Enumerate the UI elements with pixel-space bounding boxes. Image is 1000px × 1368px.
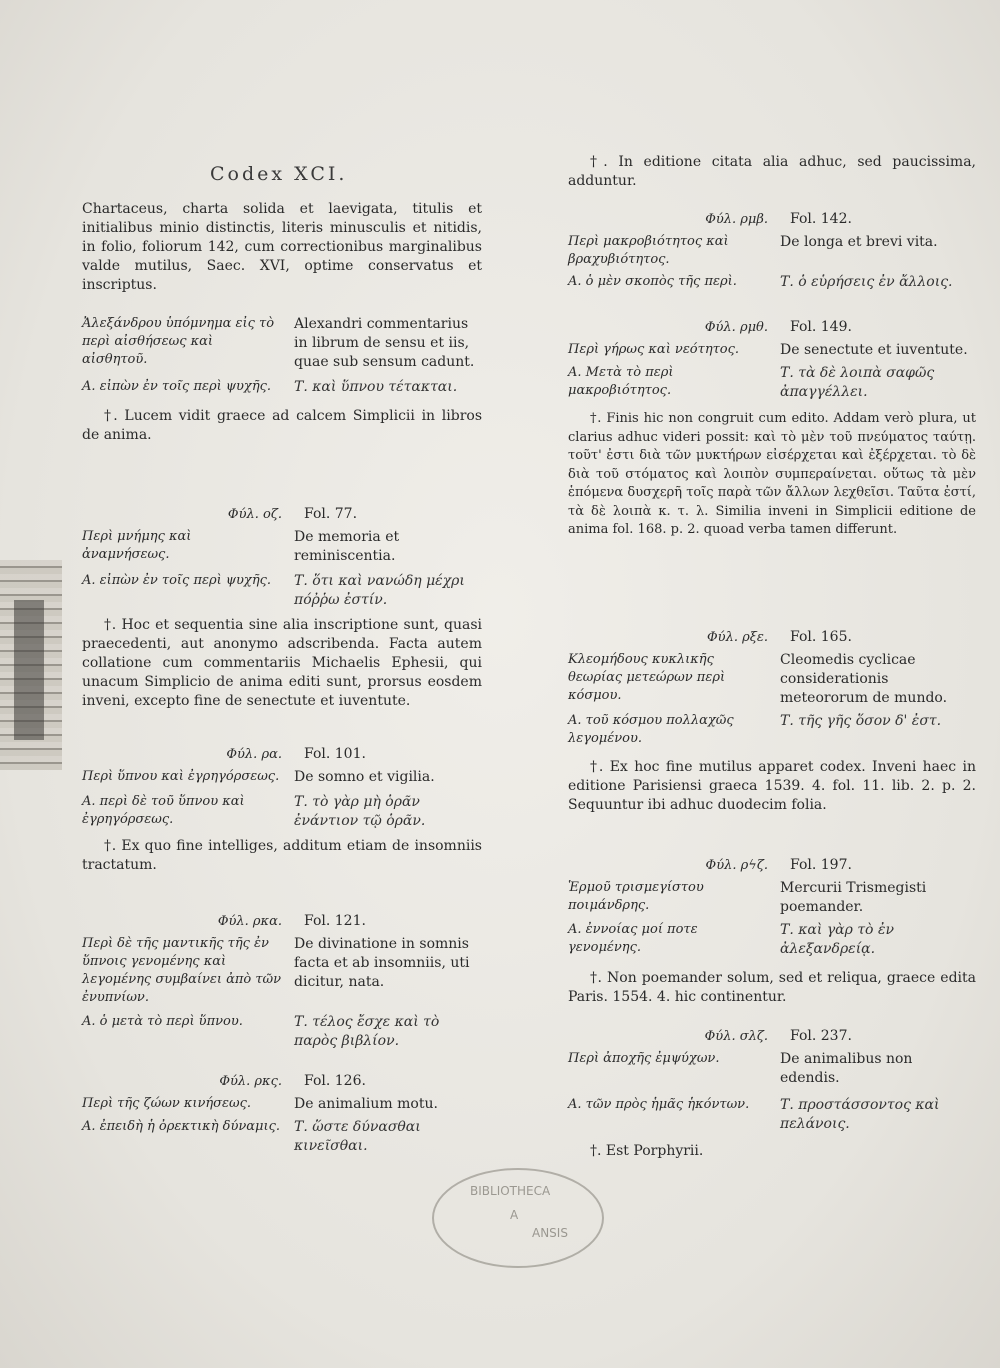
note: †. Ex quo fine intelliges, additum etiam de insomniis tractatum. — [82, 838, 482, 873]
note: †. Non poemander solum, sed et reliqua, graece edita Paris. 1554. 4. hic continentur. — [568, 970, 976, 1005]
greek-incipit: Α. εἰπὼν ἐν τοῖς περὶ ψυχῆς. — [82, 379, 272, 394]
greek-title: Περὶ μνήμης καὶ ἀναμνήσεως. — [82, 529, 192, 562]
greek-explicit: Τ. τέλος ἔσχε καὶ τὸ παρὸς βιβλίον. — [294, 1014, 440, 1049]
right-entry-3 — [568, 628, 976, 815]
greek-title: Περὶ γήρως καὶ νεότητος. — [568, 342, 740, 357]
phyl-label: Φύλ. ρϟζ. — [705, 858, 768, 873]
note: †. Finis hic non congruit cum edito. Addam verò plura, ut clarius adhuc videri possit: καὶ τὸ μὲν τοῦ πνεύματος ταύτῃ. τοῦτ' ἐστι διὰ τῶν μυκτήρων εἰσέρχεται καὶ ἐξέρχεται. τὸ δὲ διὰ τοῦ στόματος καὶ λοιπὸν συμπεραίνεται. οὕτως τὰ μὲν ἑπόμενα δυσχερῆ τοῖς παρὰ τῶν ἄλλων λεχθεῖσι. Ταῦτα ἐστί, τὰ δὲ λοιπὰ κ. τ. λ. Similia inveni in Simplicii editione de anima fol. 168. p. 2. quoad verba tamen differunt. — [568, 411, 976, 537]
phyl-label: Φύλ. οζ. — [227, 507, 282, 522]
left-entry-4 — [82, 912, 482, 1051]
right-entry-1 — [568, 210, 976, 292]
latin-title: De animalium motu. — [294, 1096, 438, 1112]
phyl-label: Φύλ. σλζ. — [704, 1029, 768, 1044]
fol-label: Fol. 197. — [790, 857, 852, 873]
greek-explicit: Τ. καὶ ὕπνου τέτακται. — [294, 379, 458, 395]
greek-incipit: Α. ἐπειδὴ ἡ ὀρεκτικὴ δύναμις. — [82, 1119, 280, 1134]
note: †. Est Porphyrii. — [590, 1143, 704, 1159]
greek-incipit: Α. ἐννοίας μοί ποτε γενομένης. — [568, 922, 698, 955]
left-entry-3 — [82, 745, 482, 875]
left-entry-2 — [82, 505, 482, 711]
fol-label: Fol. 126. — [304, 1073, 366, 1089]
fol-label: Fol. 101. — [304, 746, 366, 762]
binding-label — [14, 600, 44, 740]
latin-title: De senectute et iuventute. — [780, 342, 968, 358]
greek-incipit: Α. Μετὰ τὸ περὶ μακροβιότητος. — [568, 365, 674, 398]
greek-title: Περὶ δὲ τῆς μαντικῆς τῆς ἐν ὕπνοις γενομένης καὶ λεγομένης συμβαίνει ἀπὸ τῶν ἐνυπνίων. — [82, 936, 282, 1005]
greek-explicit: Τ. ὥστε δύνασθαι κινεῖσθαι. — [294, 1119, 421, 1154]
right-entry-5 — [568, 1027, 976, 1161]
right-intro — [568, 153, 976, 191]
greek-explicit: Τ. καὶ γὰρ τὸ ἐν ἀλεξανδρείᾳ. — [780, 922, 894, 957]
greek-incipit: Α. τῶν πρὸς ἡμᾶς ἡκόντων. — [568, 1097, 750, 1112]
latin-title: Alexandri commentarius in librum de sensu et iis, quae sub sensum cadunt. — [294, 316, 475, 370]
phyl-label: Φύλ. ρκς. — [219, 1074, 282, 1089]
codex-description: Chartaceus, charta solida et laevigata, titulis et initialibus minio distinctis, literis minusculis et nitidis, in folio, foliorum 142, cum correctionibus marginalibus valde mutilus, Saec. XVI, optime conservatus et inscriptus. — [82, 201, 482, 293]
greek-incipit: Α. ὁ μετὰ τὸ περὶ ὕπνου. — [82, 1014, 243, 1029]
note: †. Ex hoc fine mutilus apparet codex. Inveni haec in editione Parisiensi graeca 1539. 4. fol. 11. lib. 2. p. 2. Sequuntur ibi adhuc duodecim folia. — [568, 759, 976, 813]
right-entry-4 — [568, 856, 976, 1007]
phyl-label: Φύλ. ρμθ. — [704, 320, 768, 335]
greek-title: Περὶ ἀποχῆς ἐμψύχων. — [568, 1051, 720, 1066]
latin-title: De somno et vigilia. — [294, 769, 435, 785]
library-stamp — [432, 1168, 604, 1268]
greek-incipit: Α. περὶ δὲ τοῦ ὕπνου καὶ ἐγρηγόρσεως. — [82, 794, 245, 827]
phyl-label: Φύλ. ρκα. — [217, 914, 282, 929]
greek-explicit: Τ. ὁ εὑρήσεις ἐν ἄλλοις. — [780, 274, 953, 290]
left-entry-5 — [82, 1072, 482, 1156]
latin-title: De longa et brevi vita. — [780, 234, 938, 250]
phyl-label: Φύλ. ρα. — [226, 747, 282, 762]
fol-label: Fol. 142. — [790, 211, 852, 227]
fol-label: Fol. 77. — [304, 506, 358, 522]
latin-title: De divinatione in somnis facta et ab insomniis, uti dicitur, nata. — [294, 936, 470, 990]
greek-explicit: Τ. ὅτι καὶ νανώδη μέχρι πόῤῥω ἐστίν. — [294, 573, 465, 608]
fol-label: Fol. 121. — [304, 913, 366, 929]
note: †. Hoc et sequentia sine alia inscriptione sunt, quasi praecedenti, aut anonymo adscribenda. Facta autem collatione cum commentariis Michaelis Ephesii, qui unacum Simplicio de anima editi sunt, prorsus eosdem inveni, excepto fine de senectute et iuventute. — [82, 617, 482, 709]
fol-label: Fol. 237. — [790, 1028, 852, 1044]
stamp-line-2: A — [510, 1208, 519, 1222]
greek-explicit: Τ. τὰ δὲ λοιπὰ σαφῶς ἀπαγγέλλει. — [780, 365, 935, 400]
greek-title: Περὶ τῆς ζώων κινήσεως. — [82, 1096, 252, 1111]
latin-title: Mercurii Trismegisti poemander. — [780, 880, 927, 915]
phyl-label: Φύλ. ρμβ. — [705, 212, 768, 227]
greek-incipit: Α. τοῦ κόσμου πολλαχῶς λεγομένου. — [568, 713, 734, 746]
left-entry-1 — [82, 315, 482, 445]
note: †. In editione citata alia adhuc, sed paucissima, adduntur. — [568, 154, 976, 189]
greek-title: Περὶ ὕπνου καὶ ἐγρηγόρσεως. — [82, 769, 280, 784]
fol-label: Fol. 165. — [790, 629, 852, 645]
phyl-label: Φύλ. ρξε. — [707, 630, 768, 645]
greek-incipit: Α. εἰπὼν ἐν τοῖς περὶ ψυχῆς. — [82, 573, 272, 588]
greek-title: Ἑρμοῦ τρισμεγίστου ποιμάνδρης. — [568, 880, 704, 913]
greek-title: Κλεομήδους κυκλικῆς θεωρίας μετεώρων περὶ κόσμου. — [568, 652, 726, 703]
greek-explicit: Τ. τῆς γῆς ὅσον δ' ἐστ. — [780, 713, 942, 729]
note: †. Lucem vidit graece ad calcem Simplicii in libros de anima. — [82, 408, 482, 443]
fol-label: Fol. 149. — [790, 319, 852, 335]
latin-title: Cleomedis cyclicae considerationis meteororum de mundo. — [780, 652, 948, 706]
left-column — [82, 200, 482, 310]
page-title: Codex XCI. — [210, 163, 348, 185]
greek-explicit: Τ. τὸ γὰρ μὴ ὁρᾶν ἐνάντιον τῷ ὁρᾶν. — [294, 794, 426, 829]
greek-explicit: Τ. προστάσσοντος καὶ πελάνοις. — [780, 1097, 940, 1132]
greek-title: Ἀλεξάνδρου ὑπόμνημα εἰς τὸ περὶ αἰσθήσεως καὶ αἰσθητοῦ. — [82, 316, 275, 367]
greek-title: Περὶ μακροβιότητος καὶ βραχυβιότητος. — [568, 234, 729, 267]
latin-title: De animalibus non edendis. — [780, 1051, 913, 1086]
stamp-line-1: BIBLIOTHECA — [470, 1184, 551, 1198]
stamp-line-3: ANSIS — [532, 1226, 568, 1240]
latin-title: De memoria et reminiscentia. — [294, 529, 400, 564]
greek-incipit: Α. ὁ μὲν σκοπὸς τῆς περὶ. — [568, 274, 737, 289]
right-entry-2 — [568, 318, 976, 540]
